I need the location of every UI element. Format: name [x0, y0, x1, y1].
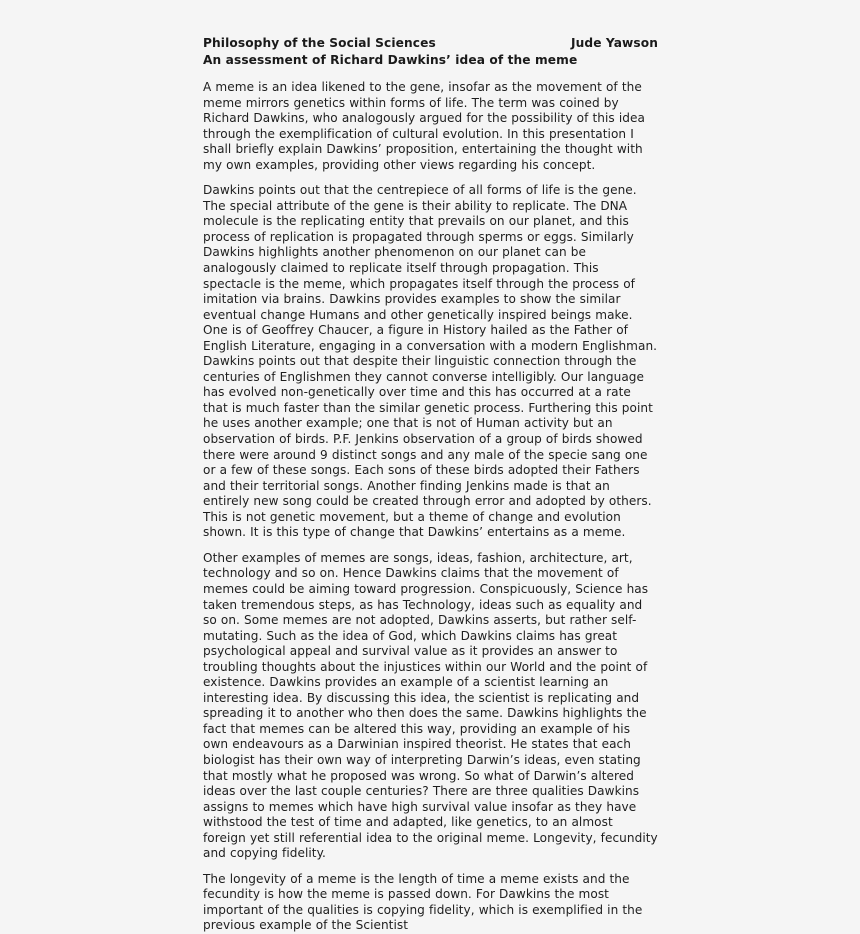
body-paragraph: A meme is an idea likened to the gene, insofar as the movement of the meme mirrors genetics within forms of life. The term was coined by Richard Dawkins, who analogously argued for the possibility of this idea through the exemplification of cultural evolution. In this presentation I shall briefly explain Dawkins’ proposition, entertaining the thought with my own examples, providing other views regarding his concept.	[203, 80, 645, 172]
body-paragraph: Other examples of memes are songs, ideas, fashion, architecture, art, technology and so on. Hence Dawkins claims that the movement of memes could be aiming toward progression. Conspicuously, Science has taken tremendous steps, as has Technology, ideas such as equality and so on. Some memes are not adopted, Dawkins asserts, but rather self-mutating. Such as the idea of God, which Dawkins claims has great psychological appeal and survival value as it provides an answer to troubling thoughts about the injustices within our World and the point of existence. Dawkins provides an example of a scientist learning an interesting idea. By discussing this idea, the scientist is replicating and spreading it to another who then does the same. Dawkins highlights the fact that memes can be altered this way, providing an example of his own endeavours as a Darwinian inspired theorist. He states that each biologist has their own way of interpreting Darwin’s ideas, even stating that mostly what he proposed was wrong. So what of Darwin’s altered ideas over the last couple centuries? There are three qualities Dawkins assigns to memes which have high survival value insofar as they have withstood the test of time and adapted, like genetics, to an almost foreign yet still referential idea to the original meme. Longevity, fecundity and copying fidelity.	[203, 550, 658, 861]
document-body	[203, 36, 658, 934]
course-title: Philosophy of the Social Sciences	[203, 36, 436, 50]
document-header	[203, 36, 658, 68]
document-subtitle: An assessment of Richard Dawkins’ idea of the meme	[203, 52, 578, 67]
body-paragraph: Dawkins points out that the centrepiece of all forms of life is the gene. The special attribute of the gene is their ability to replicate. The DNA molecule is the replicating entity that prevails on our planet, and this process of replication is propagated through sperms or eggs. Similarly Dawkins highlights another phenomenon on our planet can be analogously claimed to replicate itself through propagation. This spectacle is the meme, which propagates itself through the process of imitation via brains. Dawkins provides examples to show the similar eventual change Humans and other genetically inspired beings make. One is of Geoffrey Chaucer, a figure in History hailed as the Father of English Literature, engaging in a conversation with a modern Englishman. Dawkins points out that despite their linguistic connection through the centuries of Englishmen they cannot converse intelligibly. Our language has evolved non-genetically over time and this has occurred at a rate that is much faster than the similar genetic process. Furthering this point he uses another example; one that is not of Human activity but an observation of birds. P.F. Jenkins observation of a group of birds showed there were around 9 distinct songs and any male of the specie sang one or a few of these songs. Each sons of these birds adopted their Fathers and their territorial songs. Another finding Jenkins made is that an entirely new song could be created through error and adopted by others. This is not genetic movement, but a theme of change and evolution shown. It is this type of change that Dawkins’ entertains as a meme.	[203, 183, 658, 540]
author-name: Jude Yawson	[570, 36, 658, 50]
header-title-row	[203, 36, 658, 52]
body-paragraph: The longevity of a meme is the length of time a meme exists and the fecundity is how the meme is passed down. For Dawkins the most important of the qualities is copying fidelity, which is exemplified in the previous example of the Scientist	[203, 871, 643, 933]
